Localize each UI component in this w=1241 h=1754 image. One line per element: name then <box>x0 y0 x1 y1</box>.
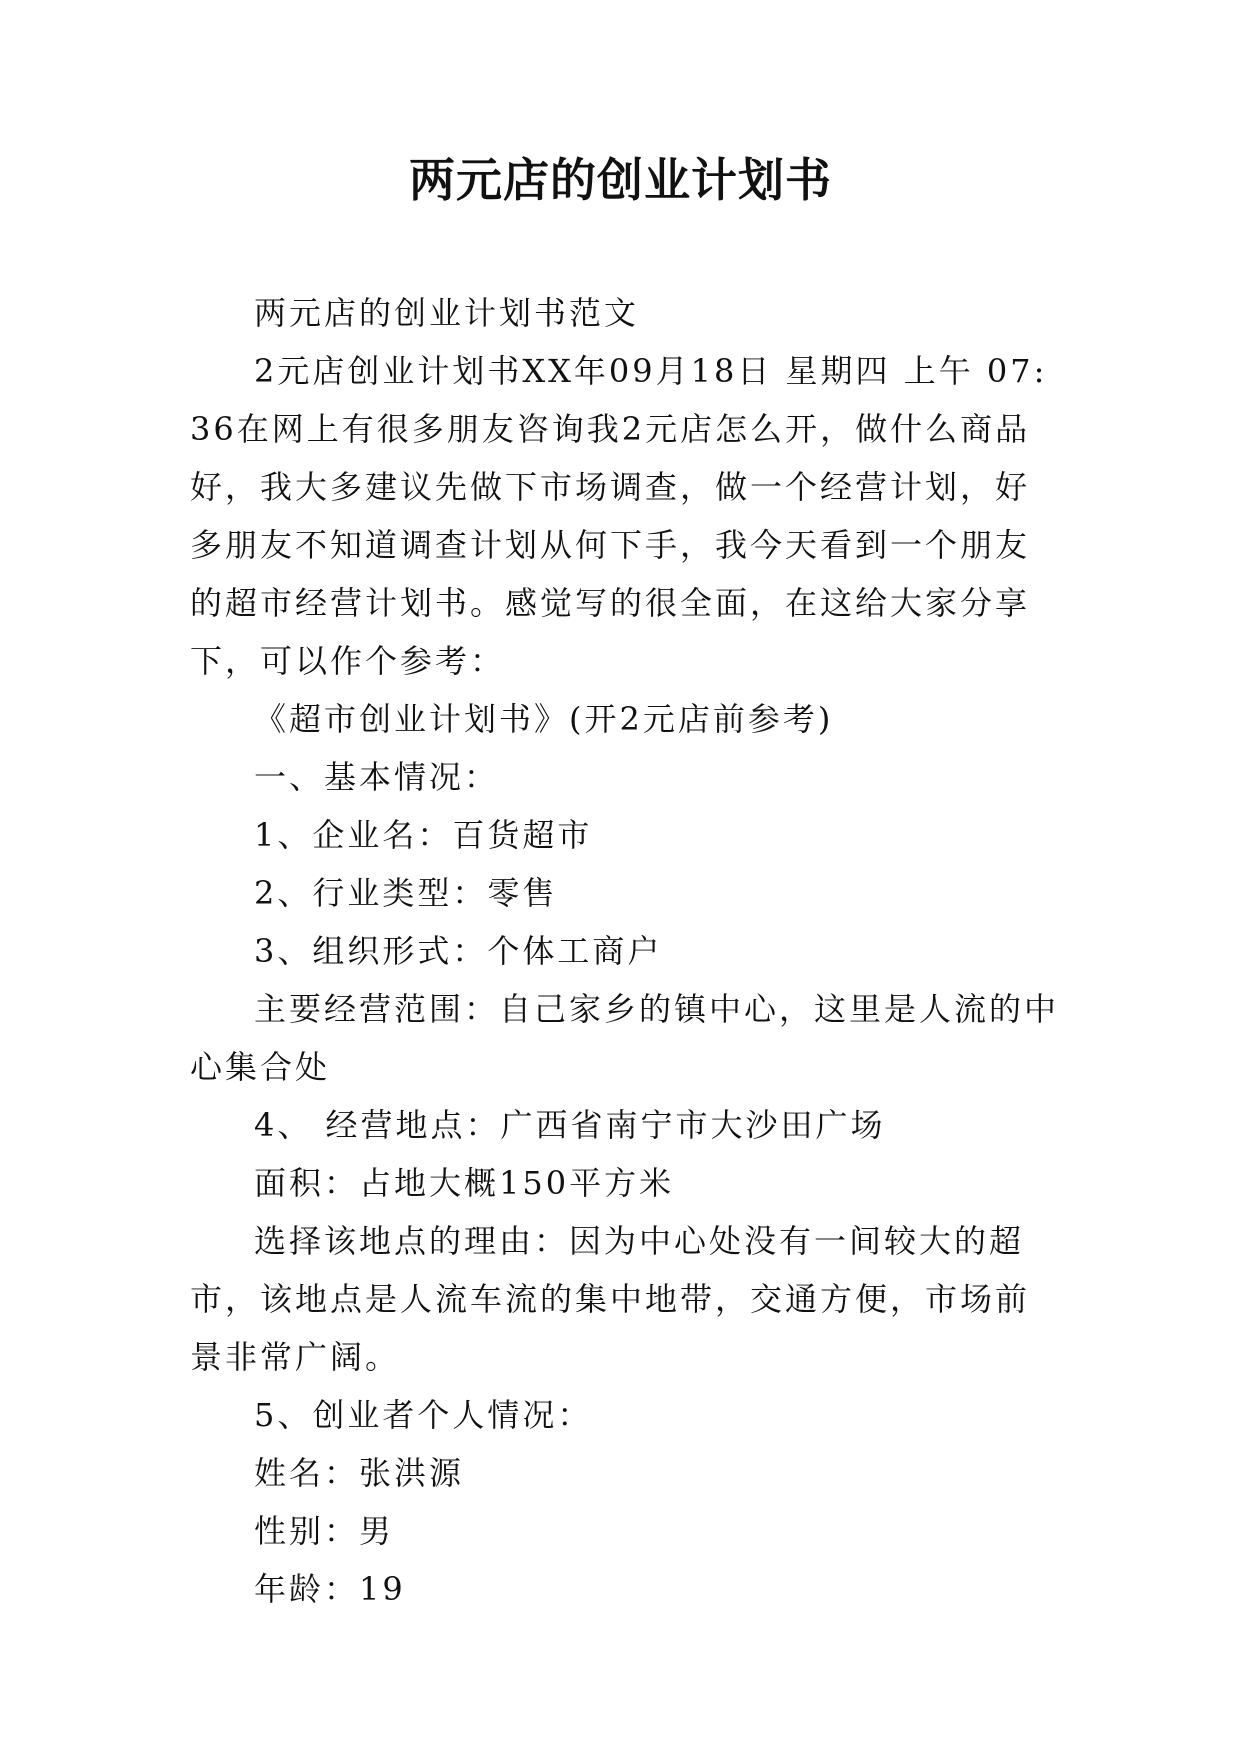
document-title: 两元店的创业计划书 <box>409 153 832 207</box>
paragraph: 2、行业类型：零售 <box>254 874 558 912</box>
paragraph: 姓名：张洪源 <box>254 1454 465 1492</box>
document-body <box>190 284 1060 1618</box>
paragraph: 4、 经营地点：广西省南宁市大沙田广场 <box>254 1106 886 1144</box>
paragraph: 1、企业名：百货超市 <box>254 816 593 854</box>
paragraph: 一、基本情况： <box>254 758 500 796</box>
paragraph: 3、组织形式：个体工商户 <box>254 932 663 970</box>
paragraph: 两元店的创业计划书范文 <box>254 294 640 332</box>
paragraph: 面积：占地大概150平方米 <box>254 1164 675 1202</box>
paragraph: 年龄：19 <box>254 1570 406 1608</box>
paragraph: 主要经营范围：自己家乡的镇中心，这里是人流的中心集合处 <box>190 990 1060 1086</box>
paragraph: 《超市创业计划书》(开2元店前参考) <box>254 700 834 738</box>
paragraph: 5、创业者个人情况： <box>254 1396 593 1434</box>
paragraph: 性别：男 <box>254 1512 395 1550</box>
paragraph: 选择该地点的理由：因为中心处没有一间较大的超市，该地点是人流车流的集中地带，交通方便，市场前景非常广阔。 <box>190 1222 1031 1376</box>
paragraph: 2元店创业计划书XX年09月18日 星期四 上午 07:36在网上有很多朋友咨询我2元店怎么开，做什么商品好，我大多建议先做下市场调查，做一个经营计划，好多朋友不知道调查计划从何下手，我今天看到一个朋友的超市经营计划书。感觉写的很全面，在这给大家分享下，可以作个参考： <box>190 352 1048 680</box>
